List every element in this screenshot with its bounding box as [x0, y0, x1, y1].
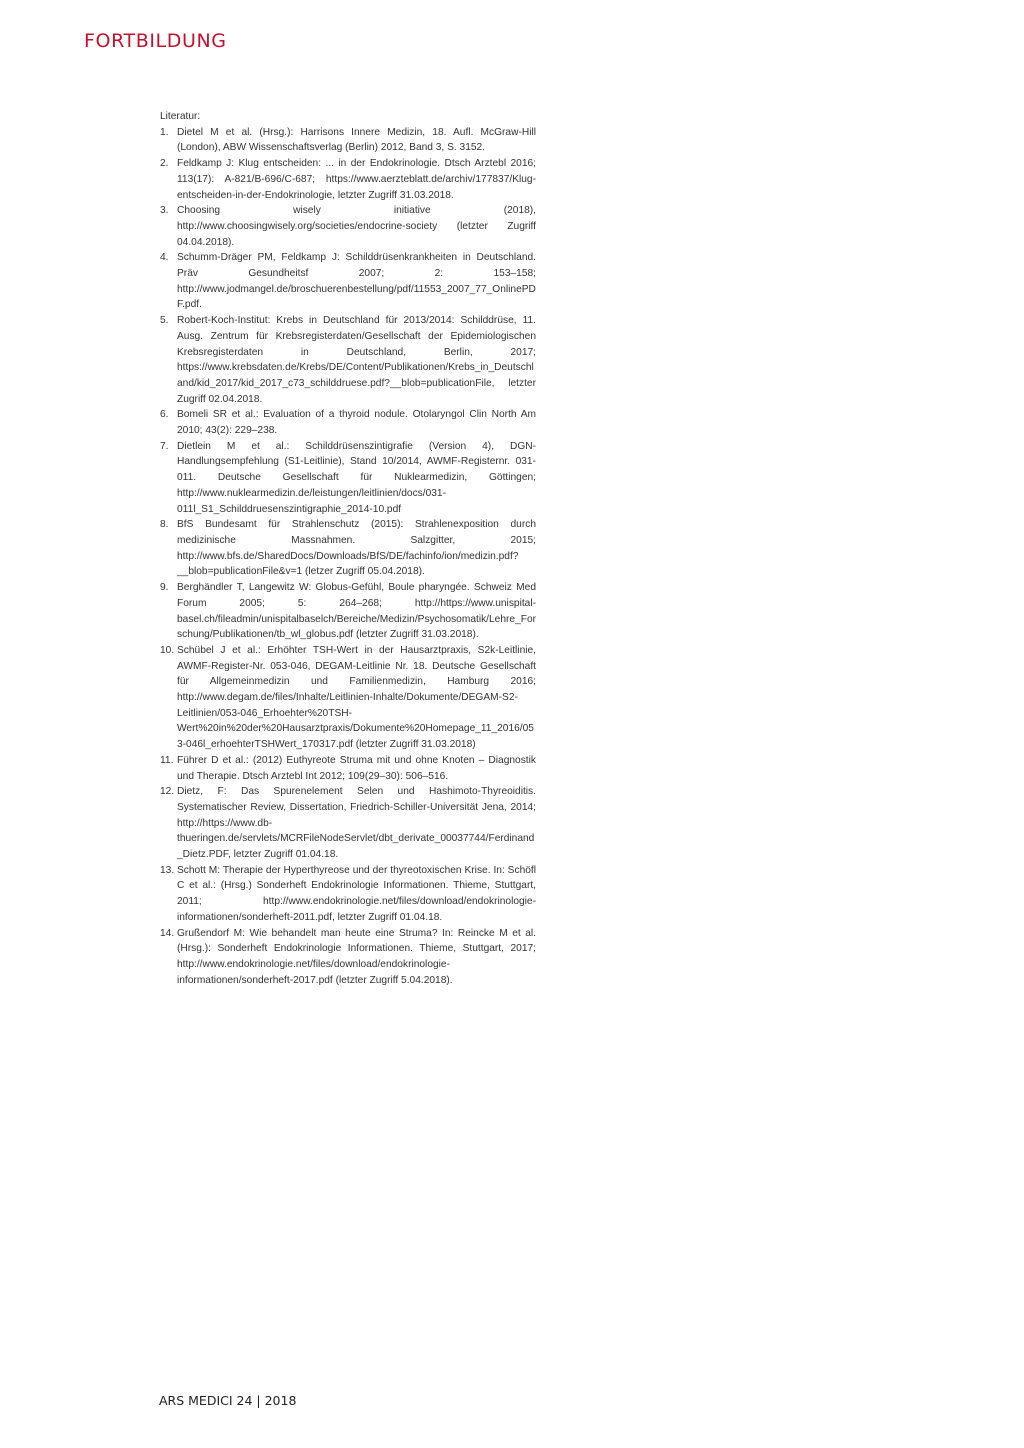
reference-item [160, 643, 536, 753]
reference-text: Grußendorf M: Wie behandelt man heute eine Struma? In: Reincke M et al. (Hrsg.): Sonderheft Endokrinologie Informationen. Thieme, Stuttgart, 2017; http://www.endokrinologie.net/files/download/endokrinologie-informationen/sonderheft-2017.pdf (letzter Zugriff 5.04.2018). [177, 927, 536, 986]
reference-number: 9. [160, 582, 169, 594]
reference-item [160, 863, 536, 926]
reference-number: 4. [160, 252, 169, 264]
reference-text: Dietlein M et al.: Schilddrüsenszintigrafie (Version 4), DGN-Handlungsempfehlung (S1-Leitlinie), Stand 10/2014, AWMF-Registernr. 031-011. Deutsche Gesellschaft für Nuklearmedizin, Göttingen; http://www.nuklearmedizin.de/leistungen/leitlinien/docs/031-011l_S1_Schilddruesenszintigraphie_2014-10.pdf [177, 440, 536, 515]
reference-item [160, 250, 536, 313]
reference-number: 5. [160, 315, 169, 327]
reference-item [160, 926, 536, 989]
reference-text: Bomeli SR et al.: Evaluation of a thyroid nodule. Otolaryngol Clin North Am 2010; 43(2): 229–238. [177, 409, 536, 437]
reference-text: BfS Bundesamt für Strahlenschutz (2015): Strahlenexposition durch medizinische Massnahmen. Salzgitter, 2015; http://www.bfs.de/SharedDocs/Downloads/BfS/DE/fachinfo/ion/medizin.pdf?__blob=publicationFile&v=1 (letzer Zugriff 05.04.2018). [177, 519, 536, 578]
reference-item [160, 203, 536, 250]
reference-item [160, 439, 536, 518]
reference-item [160, 125, 536, 156]
reference-number: 3. [160, 205, 169, 217]
reference-text: Feldkamp J: Klug entscheiden: ... in der Endokrinologie. Dtsch Arztebl 2016; 113(17): A-821/B-696/C-687; https://www.aerzteblatt.de/archiv/177837/Klug-entscheiden-in-der-Endokrinologie, letzter Zugriff 31.03.2018. [177, 158, 536, 201]
references-block [160, 109, 536, 988]
reference-item [160, 313, 536, 407]
reference-number: 10. [160, 644, 175, 656]
reference-item [160, 407, 536, 438]
reference-number: 14. [160, 927, 175, 939]
reference-number: 1. [160, 126, 169, 138]
reference-text: Robert-Koch-Institut: Krebs in Deutschland für 2013/2014: Schilddrüse, 11. Ausg. Zentrum für Krebsregisterdaten/Gesellschaft der Epidemiologischen Krebsregisterdaten in Deutschland, Berlin, 2017; https://www.krebsdaten.de/Krebs/DE/Content/Publikationen/Krebs_in_Deutschland/kid_2017/kid_2017_c73_schilddruese.pdf?__blob=publicationFile, letzter Zugriff 02.04.2018. [177, 315, 536, 405]
page-footer: ARS MEDICI 24 | 2018 [159, 1393, 297, 1408]
reference-text: Dietel M et al. (Hrsg.): Harrisons Innere Medizin, 18. Aufl. McGraw-Hill (London), ABW Wissenschaftsverlag (Berlin) 2012, Band 3, S. 3152. [177, 126, 536, 154]
reference-list [160, 125, 536, 989]
reference-number: 11. [160, 754, 174, 766]
reference-text: Choosing wisely initiative (2018), http://www.choosingwisely.org/societies/endocrine-society (letzter Zugriff 04.04.2018). [177, 205, 536, 248]
reference-item [160, 753, 536, 784]
section-header: FORTBILDUNG [84, 30, 227, 52]
reference-item [160, 156, 536, 203]
reference-text: Schott M: Therapie der Hyperthyreose und der thyreotoxischen Krise. In: Schöfl C et al.: (Hrsg.) Sonderheft Endokrinologie Informationen. Thieme, Stuttgart, 2011; http://www.endokrinologie.net/files/download/endokrinologie-informationen/sonderheft-2011.pdf, letzter Zugriff 01.04.18. [177, 864, 536, 923]
reference-text: Führer D et al.: (2012) Euthyreote Struma mit und ohne Knoten – Diagnostik und Therapie. Dtsch Arztebl Int 2012; 109(29–30): 506–516. [177, 754, 536, 782]
reference-number: 13. [160, 864, 175, 876]
reference-text: Dietz, F: Das Spurenelement Selen und Hashimoto-Thyreoiditis. Systematischer Review, Dissertation, Friedrich-Schiller-Universität Jena, 2014; http://https://www.db-thueringen.de/servlets/MCRFileNodeServlet/dbt_derivate_00037744/Ferdinand_Dietz.PDF, letzter Zugriff 01.04.18. [177, 786, 536, 861]
reference-number: 7. [160, 440, 169, 452]
reference-number: 6. [160, 409, 169, 421]
reference-number: 12. [160, 786, 175, 798]
references-heading: Literatur: [160, 111, 201, 122]
reference-number: 2. [160, 158, 169, 170]
reference-item [160, 517, 536, 580]
reference-number: 8. [160, 519, 169, 531]
reference-text: Schumm-Dräger PM, Feldkamp J: Schilddrüsenkrankheiten in Deutschland. Präv Gesundheitsf 2007; 2: 153–158; http://www.jodmangel.de/broschuerenbestellung/pdf/11553_2007_77_OnlinePDF.pdf. [177, 252, 536, 311]
reference-item [160, 580, 536, 643]
reference-text: Berghändler T, Langewitz W: Globus-Gefühl, Boule pharyngée. Schweiz Med Forum 2005; 5: 264–268; http://https://www.unispital-basel.ch/fileadmin/unispitalbaselch/Bereiche/Medizin/Psychosomatik/Lehre_Forschung/Publikationen/tb_wl_globus.pdf (letzter Zugriff 31.03.2018). [177, 582, 537, 641]
reference-item [160, 784, 536, 863]
reference-text: Schübel J et al.: Erhöhter TSH-Wert in der Hausarztpraxis, S2k-Leitlinie, AWMF-Register-Nr. 053-046, DEGAM-Leitlinie Nr. 18. Deutsche Gesellschaft für Allgemeinmedizin und Familienmedizin, Hamburg 2016; http://www.degam.de/files/Inhalte/Leitlinien-Inhalte/Dokumente/DEGAM-S2-Leitlinien/053-046_Erhoehter%20TSH-Wert%20in%20der%20Hausarztpraxis/Dokumente%20Homepage_11_2016/053-046l_erhoehterTSHWert_170317.pdf (letzter Zugriff 31.03.2018) [177, 644, 536, 751]
